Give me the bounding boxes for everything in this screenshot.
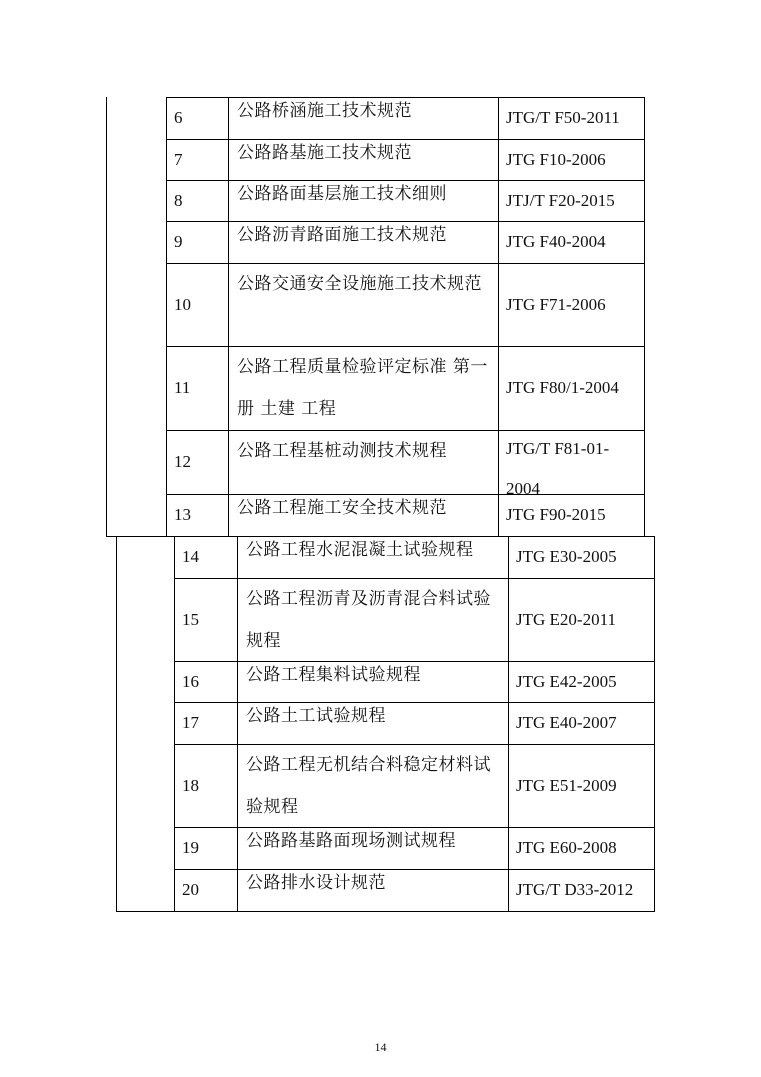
table-row-line [166, 180, 645, 181]
standard-code: JTG F90-2015 [506, 505, 606, 524]
row-number: 7 [174, 150, 183, 169]
table-row-line [116, 911, 655, 912]
row-number: 20 [182, 880, 199, 899]
table-column-line [644, 97, 645, 537]
table-row-line [166, 97, 645, 98]
row-number: 6 [174, 108, 183, 127]
standard-name: 公路路面基层施工技术细则 [237, 184, 447, 204]
standard-name: 公路交通安全设施施工技术规范 [237, 274, 482, 294]
standard-code: JTG F80/1-2004 [506, 378, 619, 397]
table-column-line [228, 97, 229, 537]
table-column-line [166, 97, 167, 537]
table-column-line [498, 97, 499, 537]
standard-name: 公路桥涵施工技术规范 [237, 101, 412, 121]
standard-name: 公路工程集料试验规程 [246, 665, 421, 685]
page-number: 14 [374, 1040, 387, 1054]
standard-name: 公路工程无机结合料稳定材料试验规程 [246, 755, 491, 817]
standard-code: JTG E30-2005 [516, 547, 617, 566]
table-row-line [174, 702, 655, 703]
row-number: 19 [182, 838, 199, 857]
standard-code: JTG/T F50-2011 [506, 108, 620, 127]
table-column-line [237, 536, 238, 912]
row-number: 9 [174, 232, 183, 251]
row-number: 18 [182, 776, 199, 795]
standard-code: JTG E60-2008 [516, 838, 617, 857]
row-number: 10 [174, 295, 191, 314]
table-outer-border [116, 536, 117, 911]
standard-name: 公路工程水泥混凝土试验规程 [246, 540, 474, 560]
standard-code: JTG/T F81-01-2004 [506, 439, 610, 498]
standard-name: 公路工程基桩动测技术规程 [237, 441, 447, 461]
table-column-line [508, 536, 509, 912]
standard-code: JTG F10-2006 [506, 150, 606, 169]
standard-name: 公路路基路面现场测试规程 [246, 831, 456, 851]
table-row-line [174, 869, 655, 870]
row-number: 14 [182, 547, 199, 566]
table-column-line [174, 536, 175, 912]
standard-name: 公路路基施工技术规范 [237, 143, 412, 163]
row-number: 16 [182, 672, 199, 691]
row-number: 8 [174, 191, 183, 210]
table-outer-border [106, 97, 107, 536]
standard-code: JTG E42-2005 [516, 672, 617, 691]
row-number: 15 [182, 610, 199, 629]
standard-code: JTG F40-2004 [506, 232, 606, 251]
standard-code: JTG E40-2007 [516, 713, 617, 732]
row-number: 11 [174, 378, 191, 397]
standard-code: JTG E20-2011 [516, 610, 616, 629]
standard-code: JTG F71-2006 [506, 295, 606, 314]
standard-name: 公路工程沥青及沥青混合料试验规程 [246, 589, 491, 651]
standard-name: 公路排水设计规范 [246, 873, 386, 893]
standard-code: JTJ/T F20-2015 [506, 191, 615, 210]
table-column-line [654, 536, 655, 912]
table-row-line [174, 536, 655, 537]
standard-name: 公路工程施工安全技术规范 [237, 498, 447, 518]
standard-code: JTG E51-2009 [516, 776, 617, 795]
row-number: 17 [182, 713, 199, 732]
standard-code: JTG/T D33-2012 [516, 880, 634, 899]
table-row-line [166, 139, 645, 140]
standard-name: 公路土工试验规程 [246, 706, 386, 726]
standard-name: 公路工程质量检验评定标准 第一册 土建 工程 [237, 357, 488, 419]
table-row-line [166, 221, 645, 222]
row-number: 12 [174, 452, 191, 471]
standard-name: 公路沥青路面施工技术规范 [237, 225, 447, 245]
row-number: 13 [174, 505, 191, 524]
